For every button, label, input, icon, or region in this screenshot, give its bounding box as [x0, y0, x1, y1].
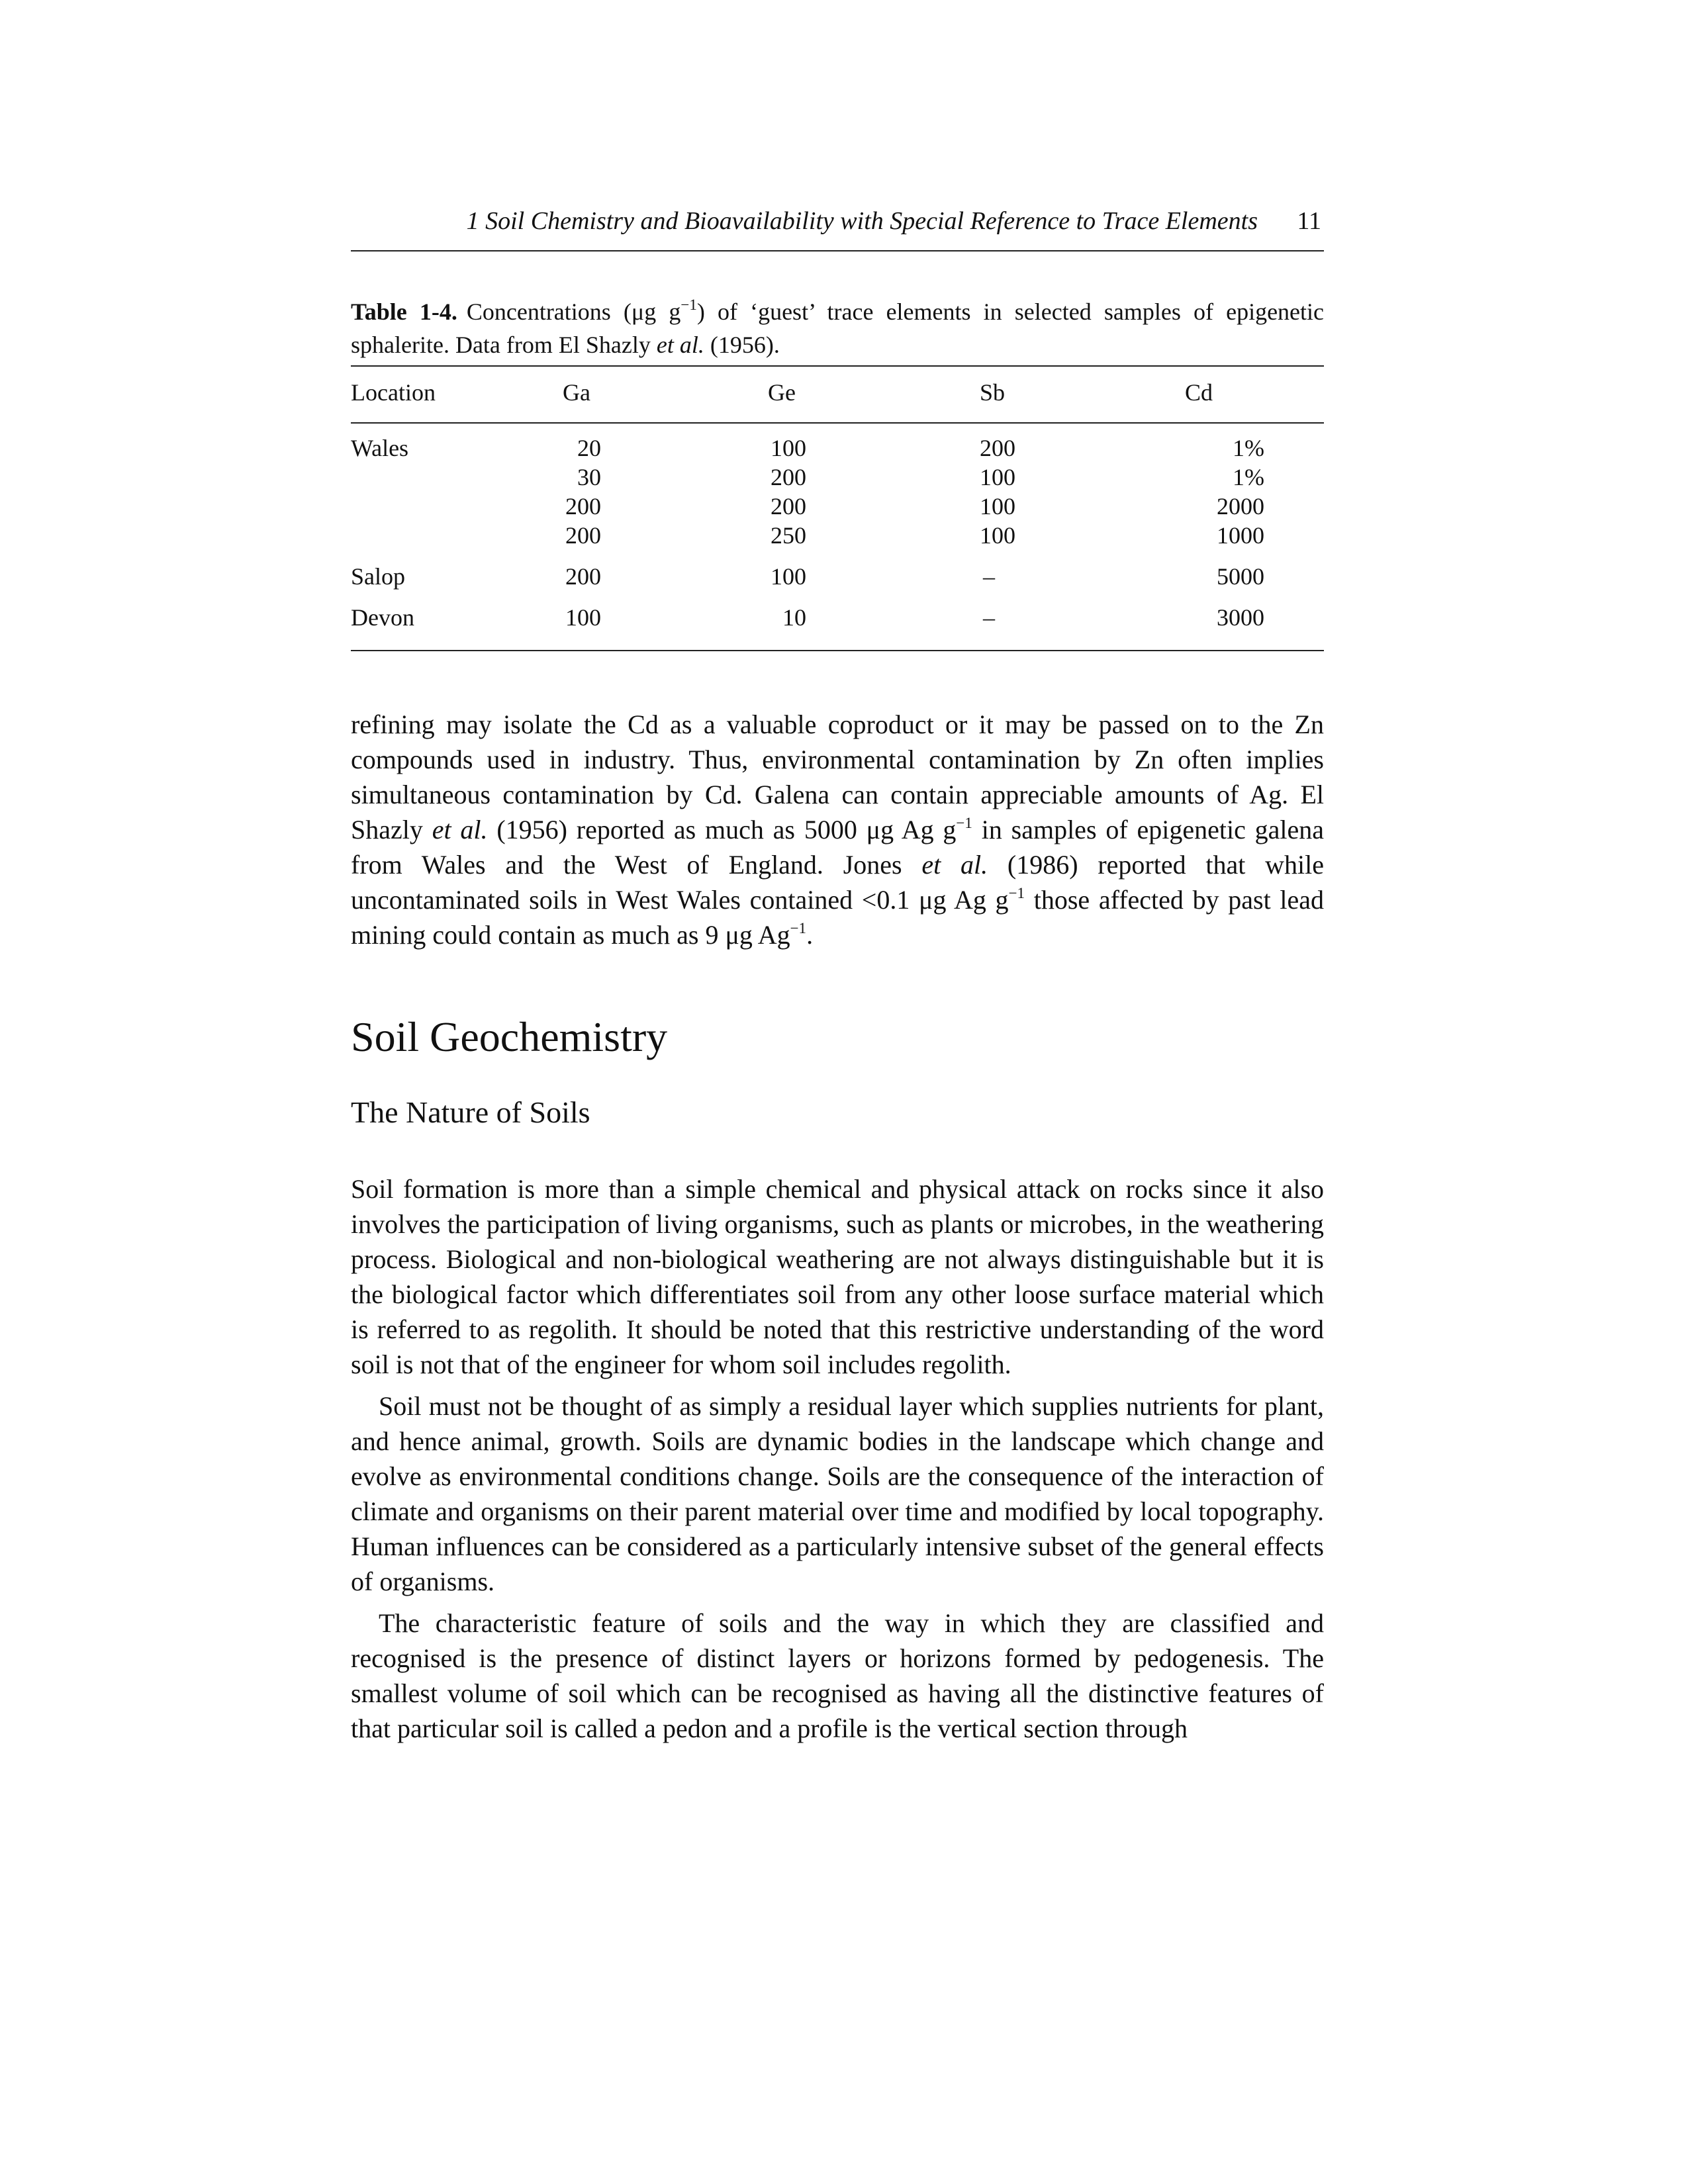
et-al-italic: et al.	[432, 815, 488, 844]
table-cell-location: Devon	[351, 604, 414, 631]
table-caption-label: Table 1-4.	[351, 298, 457, 325]
table-cell-sb: –	[983, 563, 995, 590]
body-paragraph: Soil must not be thought of as simply a residual layer which supplies nutrients for plant, and hence animal, growth. Soils are dynamic bodies in the landscape which change and evolve as environmental conditions change. Soils are the consequence of the interaction of climate and organisms on their parent material over time and modified by local topography. Human influences can be considered as a particularly intensive subset of the general effects of organisms.	[351, 1391, 1324, 1596]
table-header-location: Location	[351, 379, 436, 406]
table-cell-cd: 2000	[1217, 493, 1264, 520]
table-cell-cd: 1000	[1217, 522, 1264, 549]
caption-text-3: (1956).	[704, 332, 780, 358]
superscript: −1	[790, 919, 807, 936]
table-bottom-rule	[351, 650, 1324, 651]
paragraph-text: refining may isolate the Cd as a valuable coproduct or it may be passed on to the Zn compounds used in industry. Thus, environmental contamination by Zn often implies simultaneous contamination by Cd. Galena can contain appreciable amounts of Ag. El Shazly	[351, 709, 1324, 844]
table-cell-sb: 100	[980, 522, 1015, 549]
table-cell-cd: 3000	[1217, 604, 1264, 631]
body-section	[351, 1171, 1324, 1746]
table-cell-ga: 200	[565, 563, 601, 590]
table-cell-sb: 200	[980, 435, 1015, 461]
et-al-italic: et al.	[921, 850, 988, 880]
running-head	[351, 199, 1324, 251]
paragraph-text: (1986) reported that while uncontaminated soils in West Wales contained <0.1 μg Ag g	[351, 850, 1324, 915]
paragraph-text: in samples of epigenetic galena from Wales and the West of England. Jones	[351, 815, 1325, 880]
table-cell-ge: 100	[771, 435, 806, 461]
caption-text-2: ) of ‘guest’ trace elements in selected samples of epigenetic sphalerite. Data from El Shazly	[351, 298, 1325, 358]
table-cell-location: Wales	[351, 435, 409, 461]
table-cell-cd: 1%	[1233, 435, 1264, 461]
table-top-rule	[351, 365, 1324, 367]
superscript: −1	[1008, 884, 1025, 901]
paragraph-text: (1956) reported as much as 5000 μg Ag g	[487, 815, 957, 844]
body-paragraph: Soil formation is more than a simple chemical and physical attack on rocks since it also involves the participation of living organisms, such as plants or microbes, in the weathering process. Biological and non-biological weathering are not always distinguishable but it is the biological factor which differentiates soil from any other loose surface material which is referred to as regolith. It should be noted that this restrictive understanding of the word soil is not that of the engineer for whom soil includes regolith.	[351, 1174, 1324, 1379]
table-header-ga: Ga	[563, 379, 590, 406]
table-header-ge: Ge	[768, 379, 796, 406]
paragraph-text: .	[806, 920, 814, 950]
caption-superscript: −1	[680, 296, 697, 313]
body-paragraph: The characteristic feature of soils and the way in which they are classified and recognised is the presence of distinct layers or horizons formed by pedogenesis. The smallest volume of soil which can be recognised as having all the distinctive features of that particular soil is called a pedon and a profile is the vertical section through	[351, 1608, 1324, 1743]
table-header-rule	[351, 422, 1324, 424]
table-header-cd: Cd	[1185, 379, 1213, 406]
table-cell-sb: –	[983, 604, 995, 631]
running-title: 1 Soil Chemistry and Bioavailability with Special Reference to Trace Elements	[466, 207, 1258, 235]
table-cell-ga: 20	[577, 435, 601, 461]
table-caption	[351, 295, 1324, 361]
table-cell-ge: 200	[771, 493, 806, 520]
table-cell-cd: 1%	[1233, 464, 1264, 490]
caption-text-1: Concentrations (μg g	[466, 298, 681, 325]
caption-et-al: et al.	[656, 332, 704, 358]
section-heading: Soil Geochemistry	[351, 1013, 668, 1060]
table-cell-ga: 30	[577, 464, 601, 490]
continuation-paragraph	[351, 707, 1324, 952]
page-number: 11	[1297, 207, 1321, 235]
table-cell-sb: 100	[980, 464, 1015, 490]
superscript: −1	[956, 814, 972, 831]
table-cell-location: Salop	[351, 563, 406, 590]
table-header-sb: Sb	[980, 379, 1006, 406]
table-cell-sb: 100	[980, 493, 1015, 520]
paragraph-text: those affected by past lead mining could contain as much as 9 μg Ag	[351, 885, 1325, 950]
table-cell-ga: 100	[565, 604, 601, 631]
table-cell-cd: 5000	[1217, 563, 1264, 590]
table-cell-ge: 10	[782, 604, 806, 631]
table-cell-ge: 250	[771, 522, 806, 549]
table-cell-ga: 200	[565, 522, 601, 549]
table-cell-ge: 100	[771, 563, 806, 590]
table-cell-ge: 200	[771, 464, 806, 490]
table-cell-ga: 200	[565, 493, 601, 520]
subsection-heading: The Nature of Soils	[351, 1095, 590, 1129]
